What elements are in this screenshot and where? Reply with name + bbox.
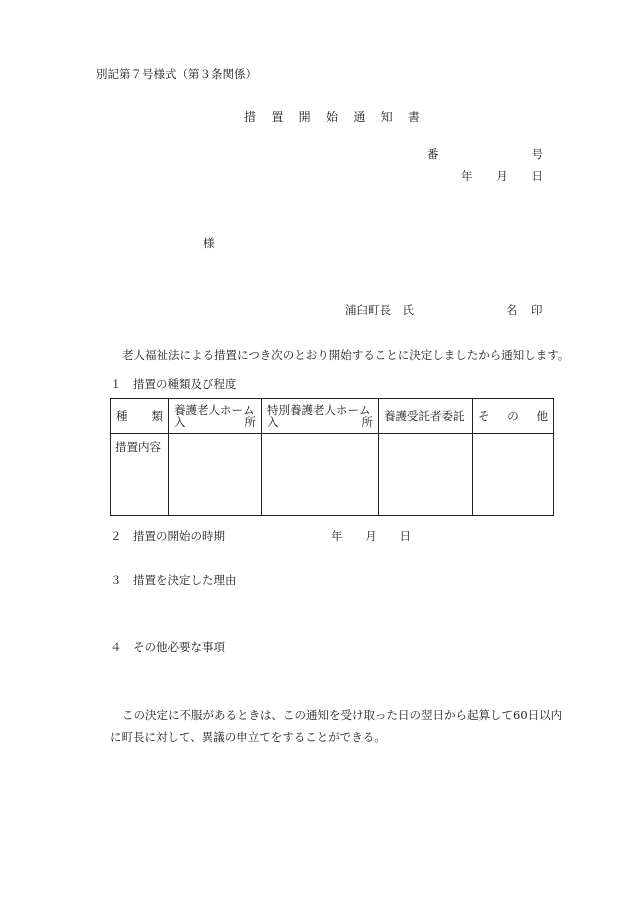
content-cell-special-nursing-home[interactable] — [262, 434, 379, 516]
col-other-char: の — [507, 409, 519, 423]
appeal-notice-line2: に町長に対して、異議の申立てをすることができる。 — [110, 730, 386, 744]
ref-no-suffix: 号 — [531, 147, 543, 161]
col-nursing-home-line1: 養護老人ホーム — [174, 403, 255, 417]
content-label-cell — [111, 434, 169, 516]
title-char: 措 — [244, 110, 257, 124]
start-date-month: 月 — [365, 529, 377, 543]
col-other — [473, 399, 554, 434]
section-2-heading: ２ 措置の開始の時期 — [110, 529, 225, 543]
col-special-nursing-home-line2b: 所 — [361, 415, 373, 429]
col-nursing-home-line2b: 所 — [244, 415, 256, 429]
col-special-nursing-home-line1: 特別養護老人ホーム — [267, 403, 371, 417]
section-4-heading: ４ その他必要な事項 — [110, 640, 225, 654]
addressee-suffix: 様 — [203, 236, 215, 250]
content-cell-nursing-home[interactable] — [169, 434, 262, 516]
issuer-title: 浦臼町長 氏 — [345, 303, 414, 317]
col-other-char: 他 — [536, 409, 548, 423]
col-nursing-home — [169, 399, 262, 434]
date-year: 年 — [461, 169, 473, 183]
content-cell-foster-care[interactable] — [379, 434, 473, 516]
document-title — [244, 108, 420, 125]
start-date — [331, 528, 411, 544]
section-1-heading: １ 措置の種類及び程度 — [110, 377, 237, 391]
title-char: 始 — [325, 110, 338, 124]
issue-date — [461, 168, 543, 184]
measure-table — [110, 398, 554, 516]
intro-text: 老人福祉法による措置につき次のとおり開始することに決定しましたから通知します。 — [122, 348, 570, 362]
col-other-char: そ — [478, 409, 490, 423]
reference-number — [427, 146, 543, 162]
col-nursing-home-line2a: 入 — [174, 415, 186, 429]
section-3-heading: ３ 措置を決定した理由 — [110, 573, 237, 587]
table-header-row — [111, 399, 554, 434]
col-foster-care — [379, 399, 473, 434]
content-label: 措置内容 — [115, 440, 161, 454]
title-char: 書 — [407, 110, 420, 124]
col-special-nursing-home — [262, 399, 379, 434]
title-char: 知 — [380, 110, 393, 124]
form-header-note: 別記第７号様式（第３条関係） — [96, 67, 257, 81]
appeal-notice-line1: この決定に不服があるときは、この通知を受け取った日の翌日から起算して60日以内 — [122, 708, 563, 722]
type-label-char: 種 — [116, 409, 128, 423]
date-month: 月 — [496, 169, 508, 183]
start-date-year: 年 — [331, 529, 343, 543]
type-label-char: 類 — [151, 409, 163, 423]
col-foster-care-label: 養護受託者委託 — [384, 409, 465, 423]
start-date-day: 日 — [399, 529, 411, 543]
issuer-name-label: 名 — [506, 303, 518, 317]
issuer-line — [345, 302, 414, 318]
title-char: 通 — [353, 110, 366, 124]
table-content-row — [111, 434, 554, 516]
title-char: 開 — [298, 110, 311, 124]
ref-no-label: 番 — [427, 147, 439, 161]
seal-mark: 印 — [531, 303, 543, 317]
type-label-cell — [111, 399, 169, 434]
col-special-nursing-home-line2a: 入 — [267, 415, 279, 429]
content-cell-other[interactable] — [473, 434, 554, 516]
title-char: 置 — [271, 110, 284, 124]
date-day: 日 — [531, 169, 543, 183]
